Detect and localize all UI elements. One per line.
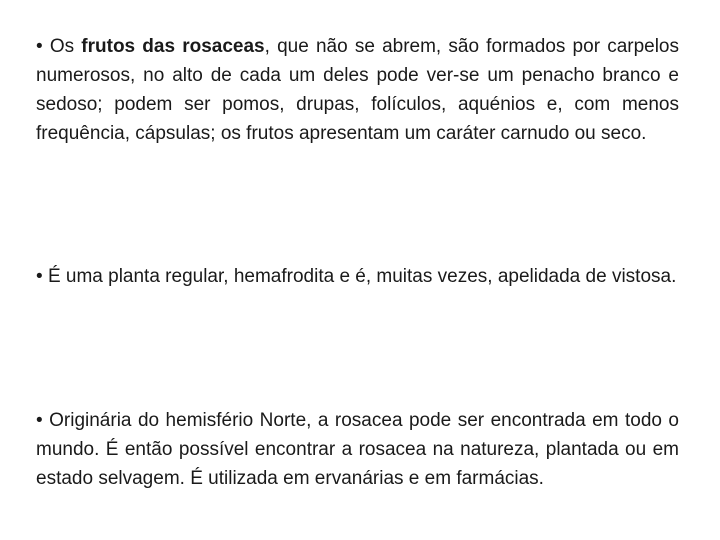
paragraph-plant bbox=[36, 262, 679, 291]
paragraph-fruits-bold: frutos das rosaceas bbox=[81, 36, 265, 57]
paragraph-plant-text: É uma planta regular, hemafrodita e é, muitas vezes, apelidada de vistosa. bbox=[47, 266, 677, 287]
bullet: • bbox=[36, 266, 43, 287]
bullet: • bbox=[36, 36, 43, 57]
bullet: • bbox=[36, 410, 43, 431]
paragraph-fruits-rest: , que não se abrem, são formados por carpelos numerosos, no alto de cada um deles pode ver-se um penacho branco e sedoso; podem ser pomos, drupas, folículos, aquénios e, com menos frequência, cápsulas; os frutos apresentam um caráter carnudo ou seco. bbox=[36, 36, 680, 144]
paragraph-fruits-lead: Os bbox=[49, 36, 82, 57]
paragraph-origin bbox=[36, 406, 679, 493]
paragraph-fruits bbox=[36, 32, 679, 148]
paragraph-origin-text: Originária do hemisfério Norte, a rosacea pode ser encontrada em todo o mundo. É então possível encontrar a rosacea na natureza, plantada ou em estado selvagem. É utilizada em ervanárias e em farmácias. bbox=[36, 410, 679, 489]
